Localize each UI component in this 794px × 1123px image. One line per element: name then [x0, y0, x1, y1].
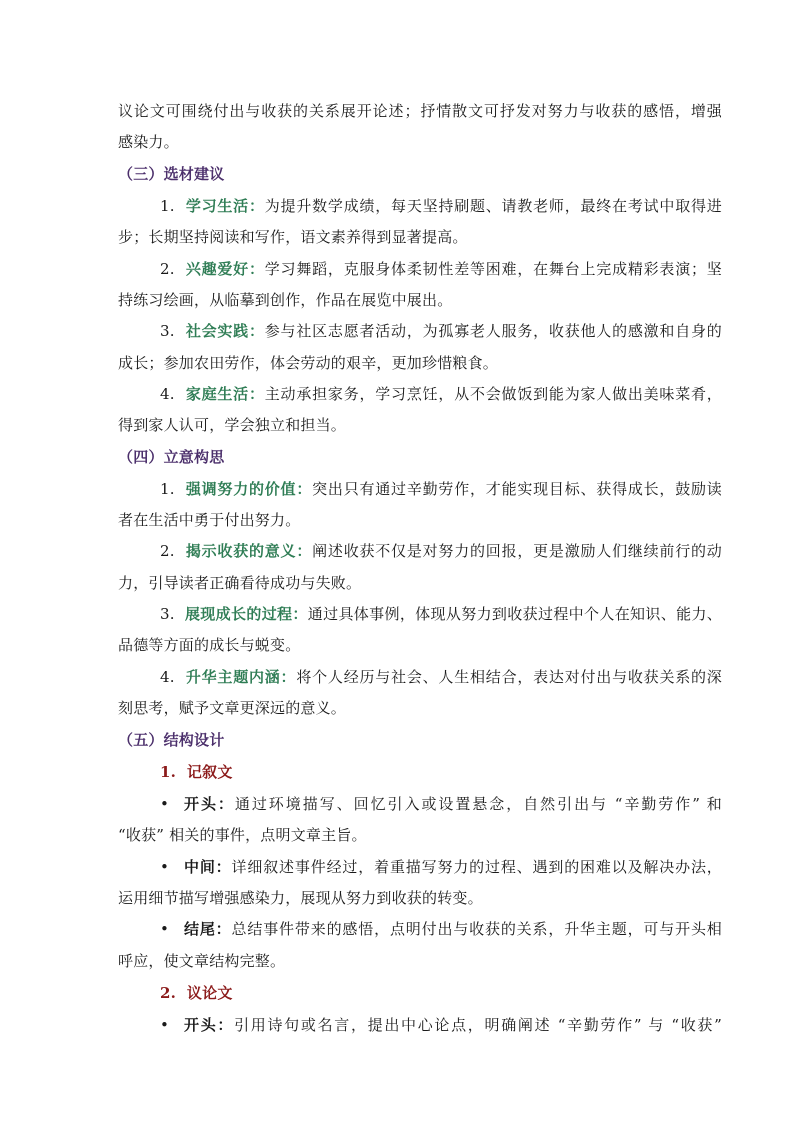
- bullet-keyword: 结尾：: [184, 920, 232, 938]
- item-number: 2.: [160, 542, 175, 560]
- bullet-item: [184, 794, 722, 814]
- item-number: 2.: [160, 260, 175, 278]
- item-keyword: 展现成长的过程：: [184, 605, 308, 623]
- bullet-dot: •: [160, 920, 169, 938]
- item-keyword: 兴趣爱好：: [185, 260, 265, 278]
- item-number: 3.: [160, 605, 175, 623]
- item-continuation: 者在生活中勇于付出努力。: [118, 511, 301, 529]
- list-item: [160, 667, 722, 687]
- item-continuation: 品德等方面的成长与蜕变。: [118, 636, 301, 654]
- section-5-heading: （五）结构设计: [118, 731, 225, 749]
- item-continuation: 持练习绘画，从临摹到创作，作品在展览中展出。: [118, 291, 453, 309]
- bullet-item: [184, 919, 722, 939]
- item-keyword: 强调努力的价值：: [185, 480, 313, 498]
- item-text: 将个人经历与社会、人生相结合，表达对付出与收获关系的深: [296, 668, 722, 686]
- subsection-title: 议论文: [186, 984, 233, 1002]
- item-continuation: 步；长期坚持阅读和写作，语文素养得到显著提高。: [118, 228, 468, 246]
- bullet-continuation: 运用细节描写增强感染力，展现从努力到收获的转变。: [118, 889, 483, 907]
- list-item: [160, 196, 722, 216]
- subsection-number: 2.: [160, 984, 177, 1002]
- section-3-heading: （三）选材建议: [118, 165, 225, 183]
- item-keyword: 升华主题内涵：: [185, 668, 297, 686]
- item-text: 主动承担家务，学习烹饪，从不会做饭到能为家人做出美味菜肴，: [264, 385, 722, 403]
- bullet-dot: •: [160, 795, 169, 813]
- bullet-dot: •: [160, 858, 169, 876]
- item-keyword: 揭示收获的意义：: [185, 542, 313, 560]
- bullet-dot: •: [160, 1016, 169, 1034]
- item-keyword: 家庭生活：: [185, 385, 265, 403]
- item-number: 3.: [160, 322, 175, 340]
- item-text: 参与社区志愿者活动，为孤寡老人服务，收获他人的感激和自身的: [264, 322, 722, 340]
- item-keyword: 学习生活：: [185, 197, 265, 215]
- bullet-text: 总结事件带来的感悟，点明付出与收获的关系，升华主题，可与开头相: [231, 920, 722, 938]
- bullet-continuation: “收获” 相关的事件，点明文章主旨。: [118, 826, 367, 844]
- item-keyword: 社会实践：: [185, 322, 265, 340]
- bullet-continuation: 呼应，使文章结构完整。: [118, 952, 286, 970]
- bullet-text: 通过环境描写、回忆引入或设置悬念，自然引出与 “辛勤劳作” 和: [234, 795, 722, 813]
- bullet-keyword: 开头：: [184, 795, 235, 813]
- bullet-item: [184, 857, 722, 877]
- list-item: [160, 479, 722, 499]
- list-item: [160, 541, 722, 561]
- bullet-text: 引用诗句或名言，提出中心论点，明确阐述 “辛勤劳作” 与 “收获”: [234, 1016, 722, 1034]
- bullet-item: [184, 1015, 722, 1035]
- item-number: 4.: [160, 668, 175, 686]
- subsection-number: 1.: [160, 763, 177, 781]
- item-text: 突出只有通过辛勤劳作，才能实现目标、获得成长，鼓励读: [312, 480, 722, 498]
- item-text: 为提升数学成绩，每天坚持刷题、请教老师，最终在考试中取得进: [264, 197, 722, 215]
- bullet-keyword: 中间：: [184, 858, 232, 876]
- item-continuation: 成长；参加农田劳作，体会劳动的艰辛，更加珍惜粮食。: [118, 354, 499, 372]
- item-number: 1.: [160, 197, 175, 215]
- list-item: [160, 384, 722, 404]
- item-continuation: 得到家人认可，学会独立和担当。: [118, 416, 347, 434]
- bullet-keyword: 开头：: [184, 1016, 235, 1034]
- item-continuation: 力，引导读者正确看待成功与失败。: [118, 574, 362, 592]
- item-number: 1.: [160, 480, 175, 498]
- list-item: [160, 321, 722, 341]
- list-item: [160, 259, 722, 279]
- bullet-text: 详细叙述事件经过，着重描写努力的过程、遇到的困难以及解决办法，: [231, 858, 722, 876]
- item-text: 阐述收获不仅是对努力的回报，更是激励人们继续前行的动: [312, 542, 722, 560]
- intro-line-2: 感染力。: [118, 133, 179, 151]
- item-text: 学习舞蹈，克服身体柔韧性差等困难，在舞台上完成精彩表演；坚: [264, 260, 722, 278]
- item-continuation: 刻思考，赋予文章更深远的意义。: [118, 699, 347, 717]
- list-item: [160, 604, 722, 624]
- intro-line-1: 议论文可围绕付出与收获的关系展开论述；抒情散文可抒发对努力与收获的感悟，增强: [118, 102, 722, 120]
- item-text: 通过具体事例，体现从努力到收获过程中个人在知识、能力、: [307, 605, 723, 623]
- subsection-title: 记叙文: [186, 763, 233, 781]
- section-4-heading: （四）立意构思: [118, 448, 225, 466]
- subsection-narrative: [160, 762, 233, 782]
- subsection-argumentative: [160, 983, 233, 1003]
- item-number: 4.: [160, 385, 175, 403]
